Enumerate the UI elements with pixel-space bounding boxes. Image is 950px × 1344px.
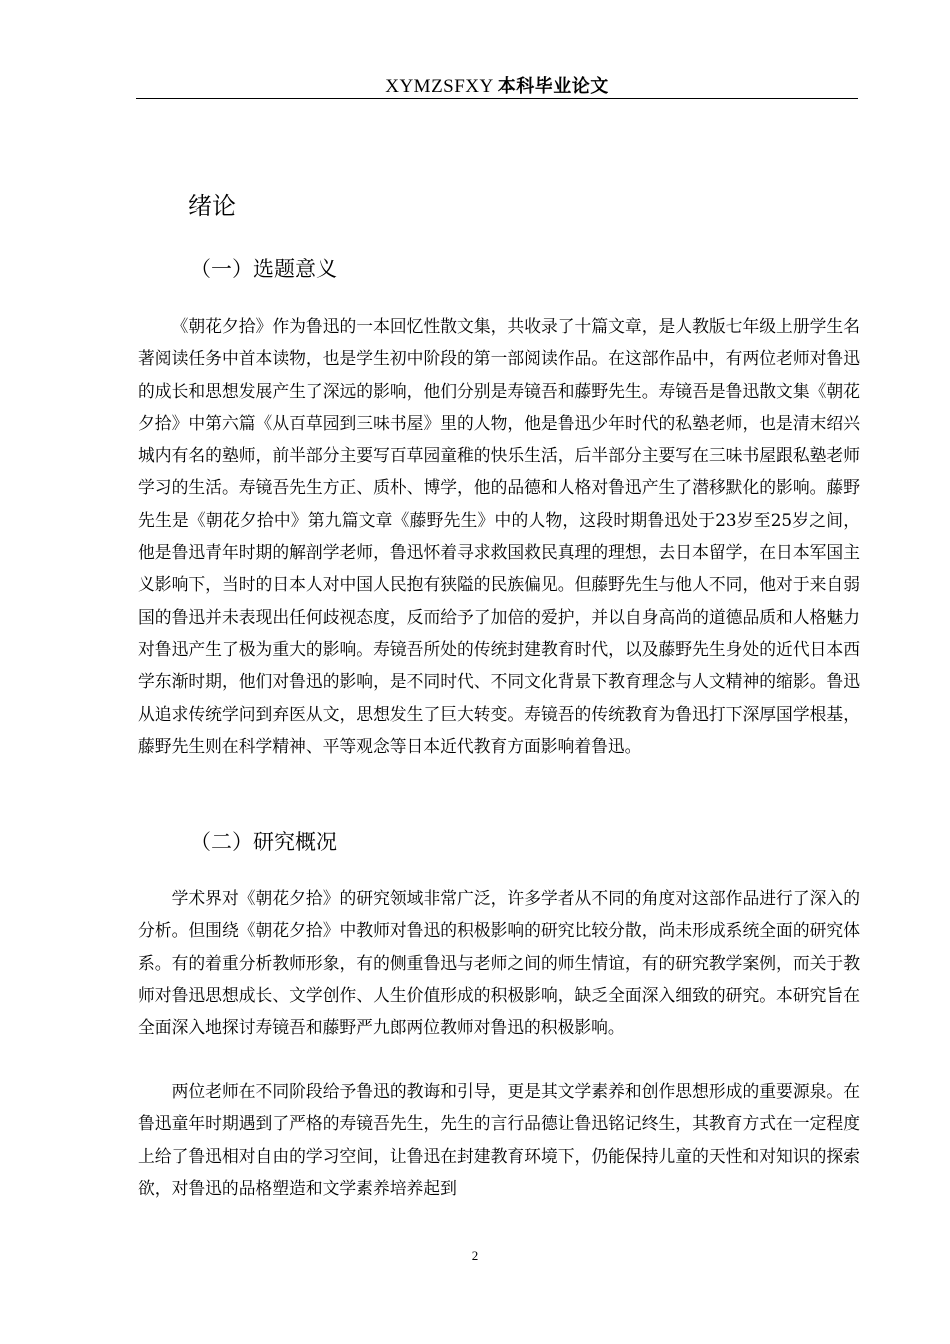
section-heading-significance: （一）选题意义	[190, 257, 337, 281]
section-heading-research-overview: （二）研究概况	[190, 830, 337, 854]
paragraph: 《朝花夕拾》作为鲁迅的一本回忆性散文集，共收录了十篇文章，是人教版七年级上册学生名著阅读任务中首本读物，也是学生初中阶段的第一部阅读作品。在这部作品中，有两位老师对鲁迅的成长和思想发展产生了深远的影响，他们分别是寿镜吾和藤野先生。寿镜吾是鲁迅散文集《朝花夕拾》中第六篇《从百草园到三味书屋》里的人物，他是鲁迅少年时代的私塾老师，也是清末绍兴城内有名的塾师，前半部分主要写百草园童稚的快乐生活，后半部分主要写在三味书屋跟私塾老师学习的生活。寿镜吾先生方正、质朴、博学，他的品德和人格对鲁迅产生了潜移默化的影响。藤野先生是《朝花夕拾中》第九篇文章《藤野先生》中的人物，这段时期鲁迅处于23岁至25岁之间，他是鲁迅青年时期的解剖学老师，鲁迅怀着寻求救国救民真理的理想，去日本留学，在日本军国主义影响下，当时的日本人对中国人民抱有狭隘的民族偏见。但藤野先生与他人不同，他对于来自弱国的鲁迅并未表现出任何歧视态度，反而给予了加倍的爱护，并以自身高尚的道德品质和人格魅力对鲁迅产生了极为重大的影响。寿镜吾所处的传统封建教育时代，以及藤野先生身处的近代日本西学东渐时期，他们对鲁迅的影响，是不同时代、不同文化背景下教育理念与人文精神的缩影。鲁迅从追求传统学问到弃医从文，思想发生了巨大转变。寿镜吾的传统教育为鲁迅打下深厚国学根基，藤野先生则在科学精神、平等观念等日本近代教育方面影响着鲁迅。	[138, 316, 860, 756]
header-code: XYMZSFXY	[385, 76, 494, 97]
header-title	[136, 75, 858, 99]
header-rule	[136, 98, 858, 99]
paragraph: 两位老师在不同阶段给予鲁迅的教诲和引导，更是其文学素养和创作思想形成的重要源泉。在鲁迅童年时期遇到了严格的寿镜吾先生，先生的言行品德让鲁迅铭记终生，其教育方式在一定程度上给了鲁迅相对自由的学习空间，让鲁迅在封建教育环境下，仍能保持儿童的天性和对知识的探索欲，对鲁迅的品格塑造和文学素养培养起到	[138, 1081, 860, 1198]
page-number: 2	[471, 1248, 479, 1263]
paragraph: 学术界对《朝花夕拾》的研究领域非常广泛，许多学者从不同的角度对这部作品进行了深入的分析。但围绕《朝花夕拾》中教师对鲁迅的积极影响的研究比较分散，尚未形成系统全面的研究体系。有的着重分析教师形象，有的侧重鲁迅与老师之间的师生情谊，有的研究教学案例，而关于教师对鲁迅思想成长、文学创作、人生价值形成的积极影响，缺乏全面深入细致的研究。本研究旨在全面深入地探讨寿镜吾和藤野严九郎两位教师对鲁迅的积极影响。	[138, 888, 860, 1038]
chapter-title: 绪论	[188, 192, 236, 220]
header-thesis-label: 本科毕业论文	[497, 76, 609, 97]
